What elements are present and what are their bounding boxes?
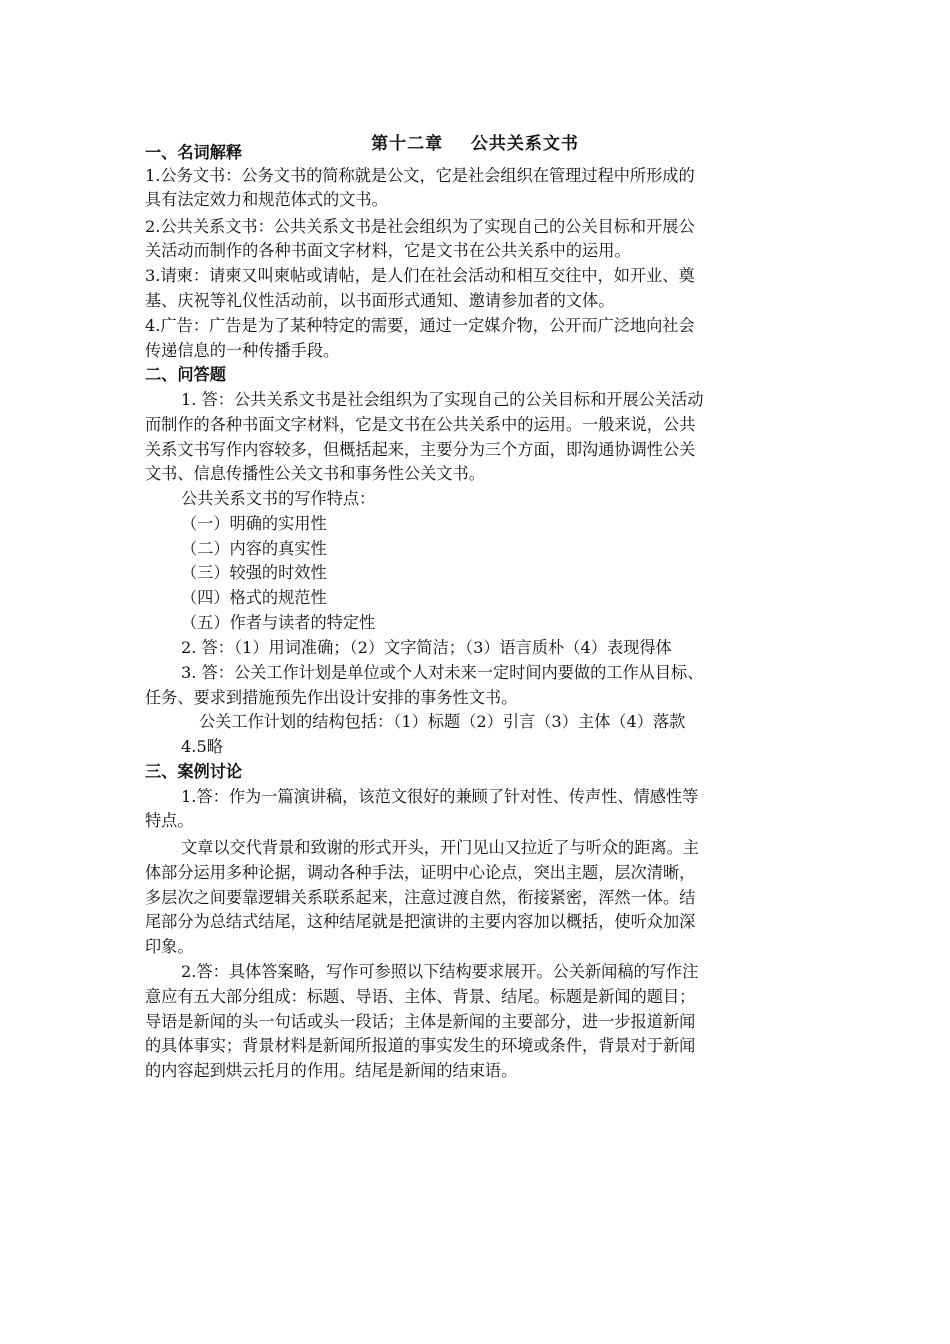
text-line: 2.公共关系文书：公共关系文书是社会组织为了实现自己的公关目标和开展公 [145,217,695,236]
text-line: 意应有五大部分组成：标题、导语、主体、背景、结尾。标题是新闻的题目； [145,987,696,1006]
text-line: 文书、信息传播性公关文书和事务性公关文书。 [145,464,485,483]
text-line: （三）较强的时效性 [181,563,327,582]
text-line: （四）格式的规范性 [181,588,327,607]
text-line: 任务、要求到措施预先作出设计安排的事务性文书。 [145,688,518,707]
text-line: （二）内容的真实性 [181,539,327,558]
text-line: 3. 答：公关工作计划是单位或个人对未来一定时间内要做的工作从目标、 [181,663,704,682]
text-line: 公共关系文书的写作特点： [181,489,376,508]
section-heading: 一、名词解释 [145,143,243,162]
text-line: 3.请柬：请柬又叫柬帖或请帖，是人们在社会活动和相互交往中，如开业、奠 [145,266,695,285]
text-line: 的内容起到烘云托月的作用。结尾是新闻的结束语。 [145,1061,518,1080]
text-line: 4.5略 [181,737,223,756]
text-line: （一）明确的实用性 [181,514,327,533]
text-line: 公关工作计划的结构包括：（1）标题（2）引言（3）主体（4）落款 [199,712,686,731]
text-line: 印象。 [145,937,194,956]
text-line: 特点。 [145,811,194,830]
text-line: 文章以交代背景和致谢的形式开头，开门见山又拉近了与听众的距离。主 [181,838,699,857]
text-line: 尾部分为总结式结尾，这种结尾就是把演讲的主要内容加以概括，使听众加深 [145,912,696,931]
text-line: 而制作的各种书面文字材料，它是文书在公共关系中的运用。一般来说，公共 [145,415,696,434]
text-line: 导语是新闻的头一句话或头一段话；主体是新闻的主要部分，进一步报道新闻 [145,1012,696,1031]
text-line: 1.公务文书：公务文书的简称就是公文，它是社会组织在管理过程中所形成的 [145,166,695,185]
text-line: 多层次之间要靠逻辑关系联系起来，注意过渡自然，衔接紧密，浑然一体。结 [145,888,696,907]
text-line: 关活动而制作的各种书面文字材料，它是文书在公共关系中的运用。 [145,241,631,260]
text-line: 关系文书写作内容较多，但概括起来，主要分为三个方面，即沟通协调性公关 [145,440,696,459]
text-line: 1. 答：公共关系文书是社会组织为了实现自己的公关目标和开展公关活动 [181,390,704,409]
text-line: 2. 答：（1）用词准确；（2）文字简洁；（3）语言质朴（4）表现得体 [181,638,672,657]
text-line: （五）作者与读者的特定性 [181,613,376,632]
text-line: 具有法定效力和规范体式的文书。 [145,190,388,209]
text-line: 体部分运用多种论据，调动各种手法，证明中心论点，突出主题，层次清晰， [145,863,696,882]
chapter-title: 第十二章 公共关系文书 [371,134,579,154]
text-line: 基、庆祝等礼仪性活动前，以书面形式通知、邀请参加者的文体。 [145,291,615,310]
text-line: 4.广告：广告是为了某种特定的需要，通过一定媒介物，公开而广泛地向社会 [145,316,695,335]
section-heading: 二、问答题 [145,365,226,384]
text-line: 2.答：具体答案略，写作可参照以下结构要求展开。公关新闻稿的写作注 [181,962,699,981]
text-line: 1.答：作为一篇演讲稿，该范文很好的兼顾了针对性、传声性、情感性等 [181,787,699,806]
text-line: 的具体事实；背景材料是新闻所报道的事实发生的环境或条件，背景对于新闻 [145,1036,696,1055]
section-heading: 三、案例讨论 [145,762,243,781]
text-line: 传递信息的一种传播手段。 [145,341,340,360]
